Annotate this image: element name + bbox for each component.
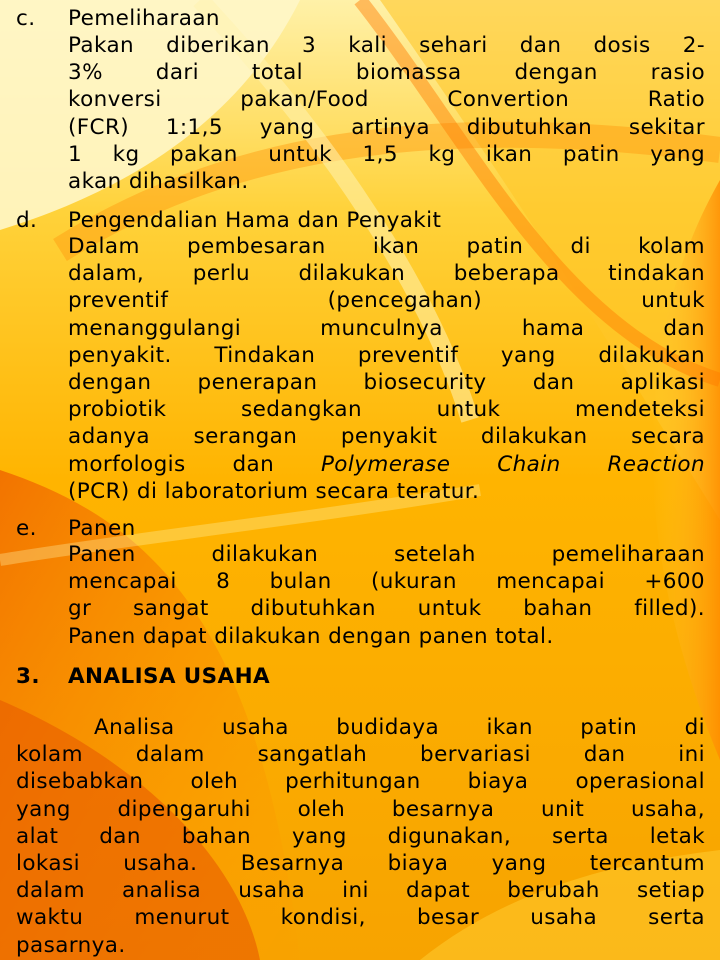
text-line	[68, 568, 705, 595]
text-line-content: dengan penerapan biosecurity dan aplikasi	[68, 369, 705, 395]
text-line-content: penyakit. Tindakan preventif yang dilakukan	[68, 342, 705, 368]
text-line	[16, 877, 705, 904]
text-line	[16, 932, 705, 959]
text-line-content: pasarnya.	[16, 932, 126, 958]
text-line	[68, 86, 705, 113]
text-line-content: akan dihasilkan.	[68, 168, 249, 194]
text-line-content: Dalam pembesaran ikan patin di kolam	[68, 234, 705, 259]
section-paragraph	[16, 714, 705, 959]
text-line	[68, 396, 705, 423]
text-line-content: konversi pakan/Food Convertion Ratio	[68, 87, 705, 113]
text-line-content: preventif (pencegahan) untuk	[68, 288, 705, 314]
text-line	[68, 478, 705, 505]
text-line-content: morfologis dan	[68, 451, 321, 477]
item-body-pemeliharaan	[68, 32, 705, 195]
text-line-content: dalam analisa usaha ini dapat berubah setiap	[16, 878, 705, 904]
text-line-content: mencapai 8 bulan (ukuran mencapai +600	[68, 569, 705, 595]
item-title-panen: Panen	[68, 516, 136, 541]
text-line-content: probiotik sedangkan untuk mendeteksi	[68, 397, 705, 423]
text-line-content: gr sangat dibutuhkan untuk bahan filled).	[68, 596, 705, 622]
text-line-content: (FCR) 1:1,5 yang artinya dibutuhkan sekitar	[68, 114, 705, 140]
text-line	[16, 904, 705, 931]
text-line	[68, 342, 705, 369]
text-line-content: disebabkan oleh perhitungan biaya operasional	[16, 769, 705, 795]
item-marker-c: c.	[16, 6, 36, 31]
text-line	[16, 823, 705, 850]
text-line-content: yang dipengaruhi oleh besarnya unit usaha,	[16, 796, 705, 822]
text-line	[68, 451, 705, 478]
text-line	[16, 850, 705, 877]
text-line	[68, 315, 705, 342]
item-marker-d: d.	[16, 208, 38, 233]
text-line-content: lokasi usaha. Besarnya biaya yang tercantum	[16, 850, 705, 876]
item-title-hama-penyakit: Pengendalian Hama dan Penyakit	[68, 208, 442, 233]
text-line-content: 1 kg pakan untuk 1,5 kg ikan patin yang	[68, 141, 705, 167]
text-line-content: kolam dalam sangatlah bervariasi dan ini	[16, 742, 705, 768]
text-line-content: Analisa usaha budidaya ikan patin di	[94, 715, 705, 740]
text-line	[16, 796, 705, 823]
text-line	[68, 541, 705, 568]
text-line-content: Pakan diberikan 3 kali sehari dan dosis 2-	[68, 33, 705, 58]
text-line	[68, 287, 705, 314]
text-line	[68, 423, 705, 450]
text-line-content: menanggulangi munculnya hama dan	[68, 315, 705, 341]
text-line	[68, 141, 705, 168]
item-body-panen	[68, 541, 705, 650]
text-line-content: adanya serangan penyakit dilakukan secara	[68, 424, 705, 450]
text-line-content: Panen dapat dilakukan dengan panen total.	[68, 623, 554, 649]
text-line-content: waktu menurut kondisi, besar usaha serta	[16, 905, 705, 931]
text-line	[16, 714, 705, 741]
item-marker-e: e.	[16, 516, 37, 541]
italic-term: Polymerase Chain Reaction	[320, 451, 705, 477]
text-line	[68, 260, 705, 287]
section-number: 3.	[16, 664, 40, 689]
text-line	[68, 233, 705, 260]
text-line	[68, 32, 705, 59]
text-line	[16, 768, 705, 795]
text-line	[68, 623, 705, 650]
text-line-content: 3% dari total biomassa dengan rasio	[68, 60, 705, 86]
text-line	[68, 114, 705, 141]
text-line-content: dalam, perlu dilakukan beberapa tindakan	[68, 261, 705, 287]
section-heading	[16, 663, 270, 690]
item-body-hama-penyakit	[68, 233, 705, 505]
text-line	[68, 369, 705, 396]
section-title: ANALISA USAHA	[68, 664, 270, 689]
text-line	[68, 595, 705, 622]
text-line	[68, 168, 705, 195]
text-line	[68, 59, 705, 86]
text-line-content: (PCR) di laboratorium secara teratur.	[68, 478, 480, 504]
text-line-content: Panen dilakukan setelah pemeliharaan	[68, 542, 705, 567]
item-title-pemeliharaan: Pemeliharaan	[68, 6, 220, 31]
text-line	[16, 741, 705, 768]
text-line-content: alat dan bahan yang digunakan, serta letak	[16, 823, 705, 849]
